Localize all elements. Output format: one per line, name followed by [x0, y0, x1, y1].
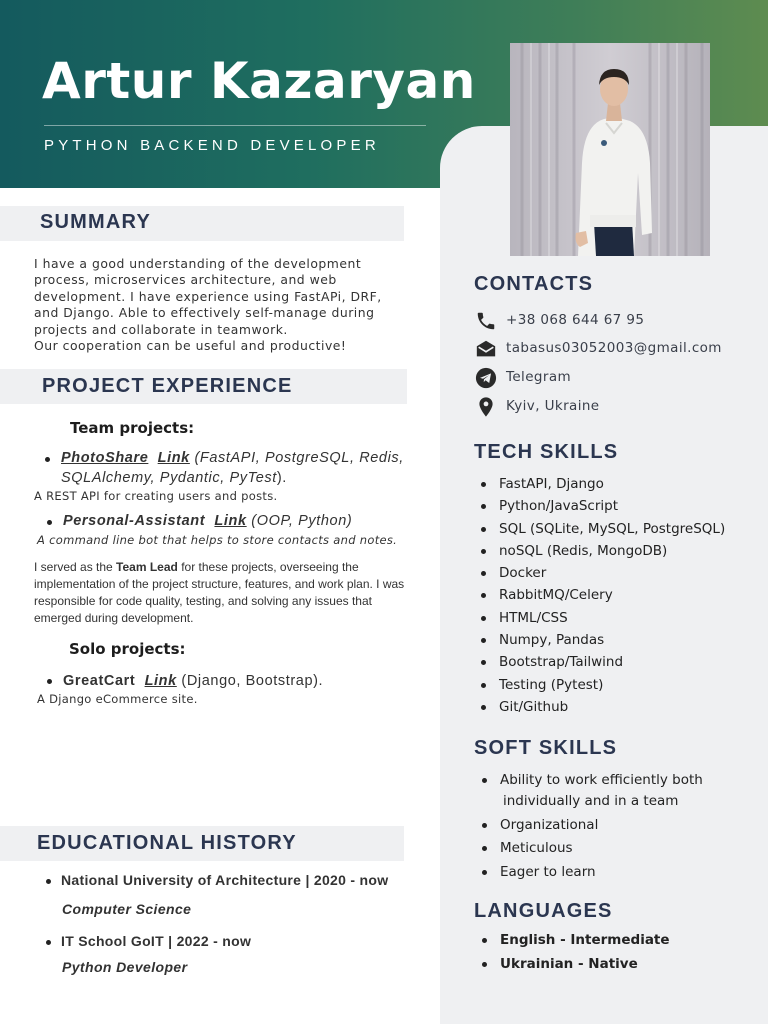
project-photoshare-link[interactable]: Link	[157, 450, 190, 466]
solo-projects-heading: Solo projects:	[69, 640, 186, 658]
project-greatcart	[63, 671, 408, 691]
project-photoshare-stack-2: SQLAlchemy, Pydantic, PyTest	[61, 470, 277, 486]
tech-skill-item: Python/JavaScript	[473, 496, 725, 518]
languages-heading: LANGUAGES	[474, 900, 613, 922]
bullet	[45, 457, 50, 462]
education-field-1: Computer Science	[62, 901, 192, 917]
soft-skill-item: Meticulous	[474, 838, 703, 859]
bullet	[47, 679, 52, 684]
language-item: Ukrainian - Native	[474, 954, 670, 978]
project-assistant-desc: A command line bot that helps to store contacts and notes.	[37, 533, 398, 547]
soft-skill-item: Organizational	[474, 815, 703, 836]
project-photoshare-name: PhotoShare	[61, 450, 149, 466]
soft-skill-item: Eager to learn	[474, 862, 703, 883]
soft-skill-item-line-1: Ability to work efficiently both	[500, 772, 703, 788]
soft-skills-heading: SOFT SKILLS	[474, 737, 618, 759]
tech-skills-list	[473, 474, 725, 719]
profile-photo-illustration	[510, 43, 710, 256]
tech-skill-item: RabbitMQ/Celery	[473, 585, 725, 607]
tech-skill-item: Testing (Pytest)	[473, 675, 725, 697]
education-school-1: National University of Architecture | 2020 - now	[61, 872, 389, 888]
summary-text: I have a good understanding of the development process, microservices architecture, and web development. I have experience using FastAPi, DRF, and Django. Able to effectively self-manage during projects and collaborate in teamwork. Our cooperation can be useful and productive!	[34, 256, 382, 354]
education-heading: EDUCATIONAL HISTORY	[37, 832, 297, 854]
team-projects-heading: Team projects:	[70, 419, 195, 437]
email-icon	[475, 338, 497, 360]
project-greatcart-desc: A Django eCommerce site.	[37, 692, 198, 706]
soft-skill-item-line-2: individually and in a team	[503, 793, 679, 809]
title-divider	[44, 125, 426, 126]
tech-skill-item: Git/Github	[473, 697, 725, 719]
project-assistant-stack: (OOP, Python)	[251, 513, 353, 529]
education-field-2: Python Developer	[62, 959, 188, 975]
profile-photo	[510, 43, 710, 256]
team-lead-text	[34, 559, 406, 627]
job-title: PYTHON BACKEND DEVELOPER	[44, 137, 380, 154]
bullet	[46, 940, 51, 945]
contact-phone[interactable]: +38 068 644 67 95	[506, 312, 645, 328]
tech-skill-item: HTML/CSS	[473, 608, 725, 630]
tech-skill-item: Bootstrap/Tailwind	[473, 652, 725, 674]
project-greatcart-name: GreatCart	[63, 673, 136, 689]
tech-skill-item: noSQL (Redis, MongoDB)	[473, 541, 725, 563]
project-assistant-link[interactable]: Link	[214, 513, 247, 529]
languages-list	[474, 930, 670, 978]
project-photoshare-desc: A REST API for creating users and posts.	[34, 489, 278, 503]
project-assistant-name: Personal-Assistant	[63, 513, 206, 529]
location-pin-icon	[475, 396, 497, 418]
project-photoshare-stack: (FastAPI, PostgreSQL, Redis,	[194, 450, 404, 466]
telegram-icon	[475, 367, 497, 389]
projects-heading: PROJECT EXPERIENCE	[42, 375, 293, 397]
tech-skill-item: Numpy, Pandas	[473, 630, 725, 652]
bullet	[46, 879, 51, 884]
tech-skill-item: FastAPI, Django	[473, 474, 725, 496]
team-lead-pre: I served as the	[34, 560, 117, 574]
team-lead-role: Team Lead	[116, 560, 178, 574]
summary-heading: SUMMARY	[40, 211, 151, 233]
soft-skill-item	[474, 770, 703, 812]
contact-telegram[interactable]: Telegram	[506, 369, 572, 385]
tech-skill-item: Docker	[473, 563, 725, 585]
contact-location: Kyiv, Ukraine	[506, 398, 600, 414]
project-greatcart-link[interactable]: Link	[144, 673, 177, 689]
contact-email[interactable]: tabasus03052003@gmail.com	[506, 340, 722, 356]
soft-skills-list	[474, 770, 703, 885]
candidate-name: Artur Kazaryan	[42, 52, 476, 110]
language-item: English - Intermediate	[474, 930, 670, 954]
tech-skill-item: SQL (SQLite, MySQL, PostgreSQL)	[473, 519, 725, 541]
project-greatcart-stack: (Django, Bootstrap).	[181, 673, 324, 689]
bullet	[47, 520, 52, 525]
team-lead-post: for these projects, overseeing the implementation of the project structure, features, and work plan. I was responsible for code quality, testing, and solving any issues that emerged during development.	[34, 560, 405, 625]
contacts-heading: CONTACTS	[474, 273, 594, 295]
project-assistant	[63, 511, 408, 531]
education-school-2: IT School GoIT | 2022 - now	[61, 933, 252, 949]
project-photoshare-stack-end: ).	[276, 470, 287, 486]
project-photoshare	[61, 448, 406, 488]
phone-icon	[475, 310, 497, 332]
tech-skills-heading: TECH SKILLS	[474, 441, 619, 463]
